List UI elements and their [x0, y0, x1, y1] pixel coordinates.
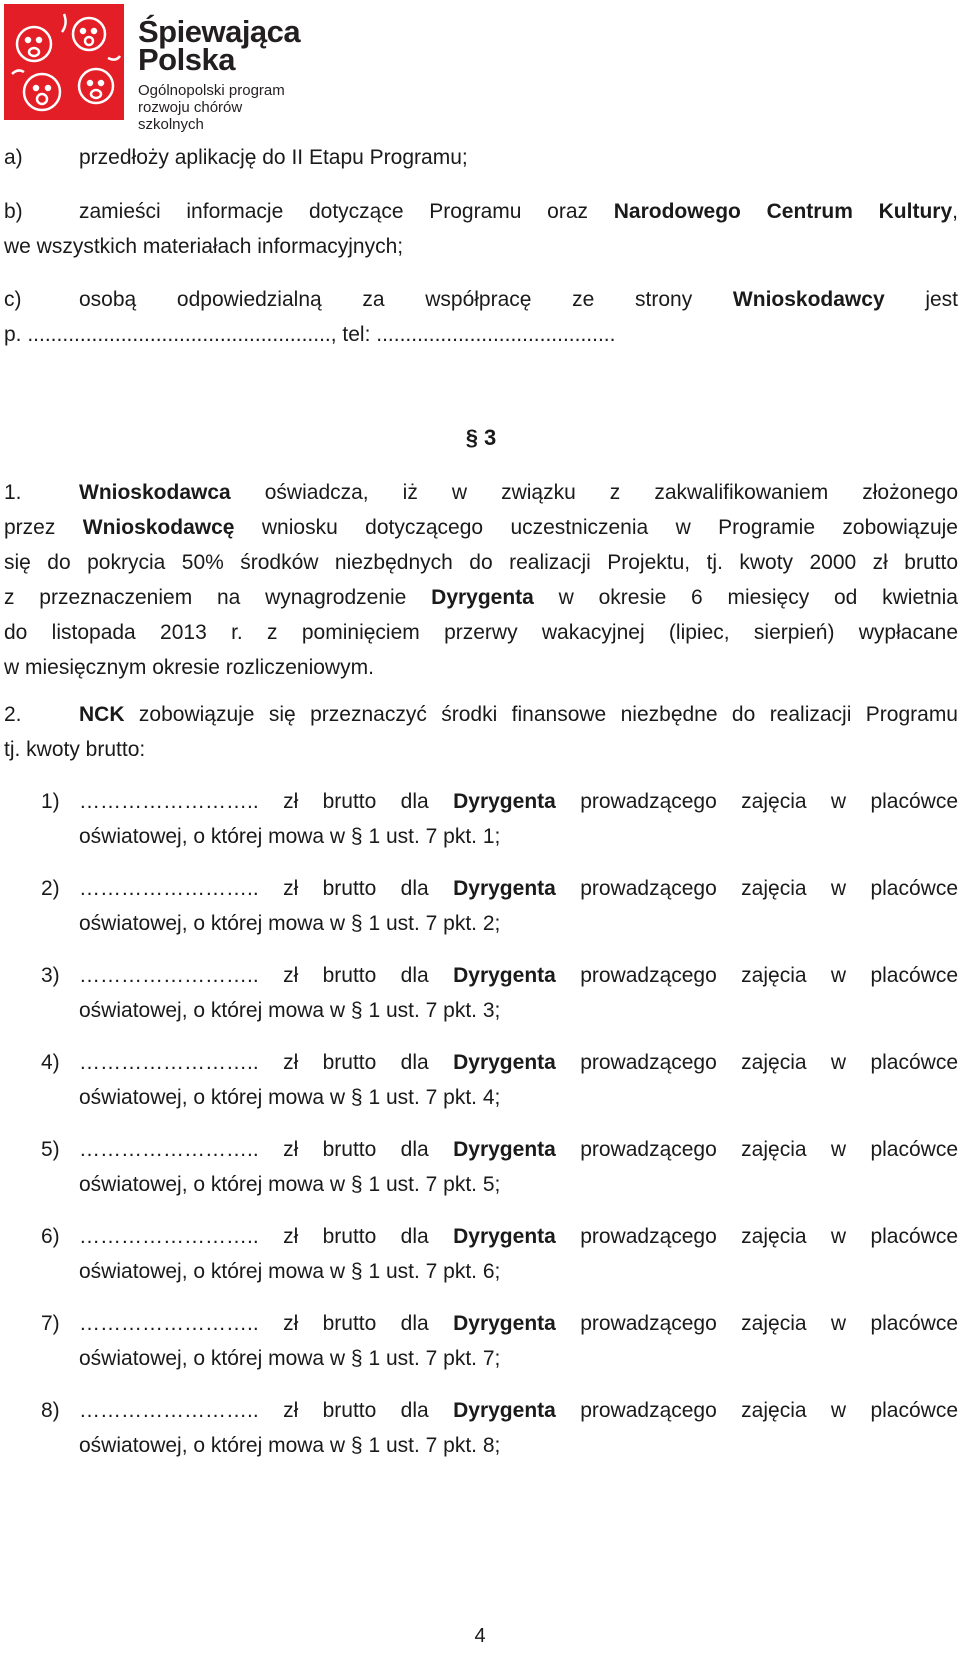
- list-item-text1: zł brutto dla: [283, 1312, 429, 1335]
- logo-title-line1: Śpiewająca: [138, 14, 301, 49]
- amount-blank: ……………………..: [79, 1312, 259, 1335]
- conductor-bold: Dyrygenta: [453, 1051, 556, 1074]
- point-1-line6: w miesięcznym okresie rozliczeniowym.: [4, 656, 374, 679]
- paragraph-b-text2: ,: [952, 200, 958, 223]
- list-item-line1: [79, 784, 958, 819]
- list-item-text2: prowadzącego zajęcia w placówce: [580, 1312, 959, 1335]
- list-item-number: 2): [41, 877, 60, 900]
- list-item-line2: oświatowej, o której mowa w § 1 ust. 7 pkt. 8;: [79, 1434, 501, 1457]
- amount-blank: ……………………..: [79, 1225, 259, 1248]
- list-item-line2: oświatowej, o której mowa w § 1 ust. 7 pkt. 2;: [79, 912, 501, 935]
- conductor-bold: Dyrygenta: [453, 877, 556, 900]
- list-item-number: 5): [41, 1138, 60, 1161]
- paragraph-c-text2: jest: [925, 288, 959, 311]
- amount-blank: ……………………..: [79, 877, 259, 900]
- section-heading: § 3: [465, 425, 497, 450]
- list-item-line2: oświatowej, o której mowa w § 1 ust. 7 pkt. 1;: [79, 825, 501, 848]
- list-item-text2: prowadzącego zajęcia w placówce: [580, 1399, 959, 1422]
- list-item-number: 4): [41, 1051, 60, 1074]
- list-item-number: 6): [41, 1225, 60, 1248]
- amount-blank: ……………………..: [79, 1138, 259, 1161]
- conductor-bold: Dyrygenta: [453, 790, 556, 813]
- amount-blank: ……………………..: [79, 1399, 259, 1422]
- amount-blank: ……………………..: [79, 1051, 259, 1074]
- list-item-line2: oświatowej, o której mowa w § 1 ust. 7 pkt. 7;: [79, 1347, 501, 1370]
- point-2-line2: tj. kwoty brutto:: [4, 738, 146, 761]
- list-item-text2: prowadzącego zajęcia w placówce: [580, 1051, 959, 1074]
- paragraph-c-label: c): [4, 288, 22, 311]
- list-item-line2: oświatowej, o której mowa w § 1 ust. 7 pkt. 3;: [79, 999, 501, 1022]
- paragraph-b-text1: zamieści informacje dotyczące Programu oraz: [79, 200, 588, 223]
- paragraph-a-text: przedłoży aplikację do II Etapu Programu;: [79, 146, 468, 169]
- list-item-number: 3): [41, 964, 60, 987]
- point-2-line1: [79, 697, 958, 732]
- conductor-bold: Dyrygenta: [453, 1138, 556, 1161]
- paragraph-a-label: a): [4, 146, 23, 169]
- paragraph-c-line1: [79, 282, 958, 317]
- list-item-line2: oświatowej, o której mowa w § 1 ust. 7 pkt. 5;: [79, 1173, 501, 1196]
- paragraph-c-text1: osobą odpowiedzialną za współpracę ze strony: [79, 288, 693, 311]
- nck-bold: NCK: [79, 703, 125, 726]
- list-item-text1: zł brutto dla: [283, 1138, 429, 1161]
- list-item-text1: zł brutto dla: [283, 790, 429, 813]
- logo-subtitle: [138, 82, 294, 133]
- point-1-line3: się do pokrycia 50% środków niezbędnych do realizacji Projektu, tj. kwoty 2000 zł brutto: [4, 551, 958, 574]
- point-1-number: 1.: [4, 481, 22, 504]
- point-2-number: 2.: [4, 703, 22, 726]
- amount-blank: ……………………..: [79, 790, 259, 813]
- list-item-line1: [79, 1045, 958, 1080]
- paragraph-c: [4, 282, 958, 352]
- list-item-text1: zł brutto dla: [283, 1225, 429, 1248]
- list-item-line1: [79, 1219, 958, 1254]
- logo-subtitle-line2: rozwoju chórów szkolnych: [138, 99, 243, 133]
- list-item-number: 8): [41, 1399, 60, 1422]
- list-item-text1: zł brutto dla: [283, 1399, 429, 1422]
- point-1-line5: do listopada 2013 r. z pominięciem przerwy wakacyjnej (lipiec, sierpień) wypłacane: [4, 621, 958, 644]
- list-item-line2: oświatowej, o której mowa w § 1 ust. 7 pkt. 6;: [79, 1260, 501, 1283]
- amount-blank: ……………………..: [79, 964, 259, 987]
- point-1-text1: oświadcza, iż w związku z zakwalifikowaniem złożonego: [264, 481, 959, 504]
- list-item-line2: oświatowej, o której mowa w § 1 ust. 7 pkt. 4;: [79, 1086, 501, 1109]
- conductor-bold: Dyrygenta: [453, 1225, 556, 1248]
- point-1-text2: przez: [4, 516, 56, 539]
- point-1-line1: [79, 475, 958, 510]
- list-item-text2: prowadzącego zajęcia w placówce: [580, 790, 959, 813]
- conductor-bold: Dyrygenta: [453, 1312, 556, 1335]
- list-item-number: 1): [41, 790, 60, 813]
- logo-subtitle-line1: Ogólnopolski program: [138, 82, 285, 99]
- point-1-text3: wniosku dotyczącego uczestniczenia w Programie zobowiązuje: [261, 516, 958, 539]
- paragraph-a: [4, 140, 958, 175]
- list-item-text1: zł brutto dla: [283, 877, 429, 900]
- list-item-text2: prowadzącego zajęcia w placówce: [580, 1138, 959, 1161]
- applicant-bold-1: Wnioskodawca: [79, 481, 231, 504]
- list-item-text1: zł brutto dla: [283, 964, 429, 987]
- conductor-bold: Dyrygenta: [453, 964, 556, 987]
- page-number: 4: [474, 1625, 486, 1647]
- singing-faces-logo-icon: [4, 4, 124, 120]
- point-1: [4, 475, 958, 685]
- program-logo: [4, 4, 301, 133]
- list-item-line1: [79, 1306, 958, 1341]
- point-1-text4: z przeznaczeniem na wynagrodzenie: [4, 586, 407, 609]
- list-item-line1: [79, 871, 958, 906]
- paragraph-b: [4, 194, 958, 264]
- list-item-number: 7): [41, 1312, 60, 1335]
- list-item-text1: zł brutto dla: [283, 1051, 429, 1074]
- list-item-line1: [79, 1132, 958, 1167]
- paragraph-b-line2: we wszystkich materiałach informacyjnych;: [4, 235, 404, 258]
- paragraph-b-label: b): [4, 200, 23, 223]
- point-1-line4: [4, 580, 958, 615]
- list-item-text2: prowadzącego zajęcia w placówce: [580, 1225, 959, 1248]
- applicant-name: Wnioskodawcy: [732, 288, 885, 311]
- paragraph-b-line1: [79, 194, 958, 229]
- conductor-bold: Dyrygenta: [453, 1399, 556, 1422]
- applicant-bold-2: Wnioskodawcę: [82, 516, 235, 539]
- list-item-text2: prowadzącego zajęcia w placówce: [580, 877, 959, 900]
- paragraph-c-line2: p. ...................................................., tel: .........................................: [4, 323, 616, 346]
- ncc-name: Narodowego Centrum Kultury: [613, 200, 953, 223]
- point-2-text1: zobowiązuje się przeznaczyć środki finansowe niezbędne do realizacji Programu: [138, 703, 958, 726]
- point-2: [4, 697, 958, 767]
- point-1-text5: w okresie 6 miesięcy od kwietnia: [558, 586, 958, 609]
- conductor-bold: Dyrygenta: [431, 586, 534, 609]
- list-item-line1: [79, 1393, 958, 1428]
- logo-title-line2: Polska: [138, 42, 235, 77]
- point-1-line2: [4, 510, 958, 545]
- logo-title: [138, 14, 301, 77]
- list-item-line1: [79, 958, 958, 993]
- list-item-text2: prowadzącego zajęcia w placówce: [580, 964, 959, 987]
